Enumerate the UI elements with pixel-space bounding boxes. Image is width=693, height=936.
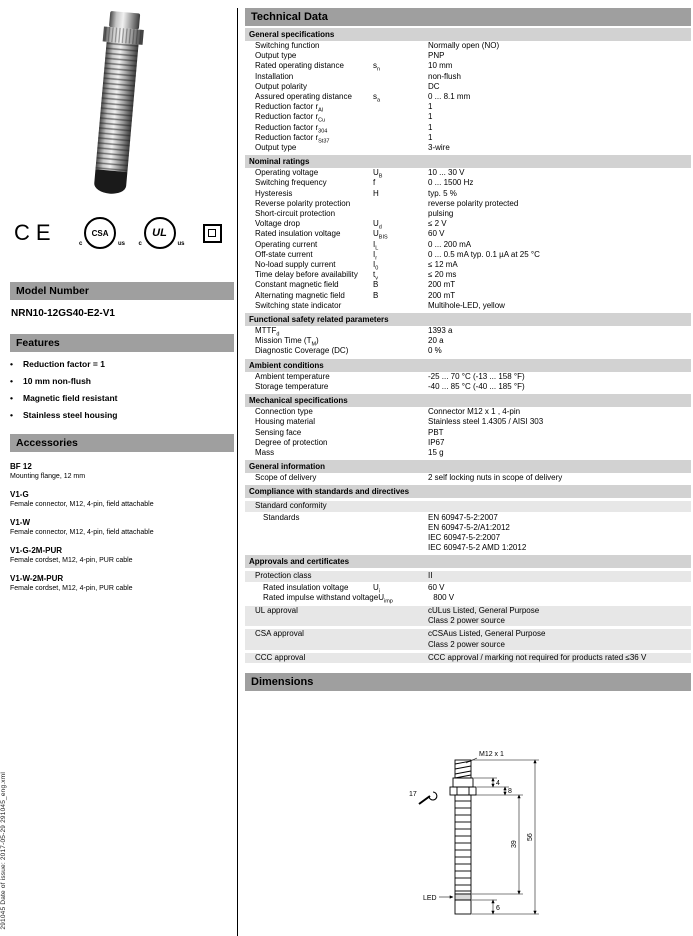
spec-value: 200 mT: [428, 280, 456, 290]
dim-39-label: 39: [511, 840, 518, 848]
spec-label: Standard conformity: [255, 501, 327, 511]
spec-row: [245, 123, 691, 133]
spec-value: Connector M12 x 1 , 4-pin: [428, 407, 521, 417]
right-column: [245, 8, 691, 936]
spec-value: non-flush: [428, 71, 461, 81]
product-photo: [10, 8, 226, 206]
spec-value: 60 V: [428, 229, 445, 239]
spec-row: [245, 133, 691, 143]
model-number: NRN10-12GS40-E2-V1: [11, 308, 115, 319]
csa-mark-label: CSA: [91, 228, 109, 238]
spec-value: reverse polarity protected: [428, 198, 519, 208]
spec-row: [245, 629, 691, 649]
spec-symbol: [373, 417, 428, 427]
spec-label: Off-state current: [255, 249, 313, 259]
spec-row: [245, 593, 691, 603]
spec-value: 0 ... 1500 Hz: [428, 178, 474, 188]
spec-symbol: [373, 123, 428, 133]
spec-row: [245, 583, 691, 593]
spec-symbol: [373, 209, 428, 219]
spec-symbol: [373, 382, 428, 392]
spec-row: [245, 501, 691, 511]
spec-label: Rated insulation voltage: [263, 582, 349, 592]
sensing-face-cap: [93, 169, 127, 195]
spec-row: [245, 250, 691, 260]
spec-value: -25 ... 70 °C (-13 ... 158 °F): [428, 371, 525, 381]
spec-value: pulsing: [428, 209, 454, 219]
spec-label: Reduction factor $r_{Al}$: [255, 102, 324, 114]
left-column: [10, 8, 234, 592]
spec-label: CSA approval: [255, 629, 304, 639]
spec-value: cULus Listed, General Purpose Class 2 power source: [428, 605, 540, 626]
dim-56-label: 56: [527, 833, 534, 841]
spec-value: DC: [428, 81, 440, 91]
spec-label: Reverse polarity protection: [255, 198, 351, 208]
spec-symbol: $U_i$: [373, 582, 381, 595]
technical-sections: [245, 28, 691, 663]
spec-row: [245, 178, 691, 188]
spec-row: [245, 270, 691, 280]
inner-square: [208, 229, 216, 237]
spec-row: [245, 438, 691, 448]
sensor-outline: [450, 760, 476, 914]
bullet-icon: •: [10, 376, 13, 386]
spec-row: [245, 219, 691, 229]
spec-value: Multihole-LED, yellow: [428, 300, 505, 310]
spec-row: [245, 260, 691, 270]
spec-row: [245, 92, 691, 102]
accessory-description: Mounting flange, 12 mm: [10, 473, 86, 480]
accessory-description: Female cordset, M12, 4-pin, PUR cable: [10, 585, 133, 592]
spec-row: [245, 291, 691, 301]
spec-value: EN 60947-5-2:2007 EN 60947-5-2/A1:2012 IEC 60947-5-2:2007 IEC 60947-5-2 AMD 1:2012: [428, 512, 527, 553]
spec-symbol: [373, 72, 428, 82]
spec-symbol: H: [373, 188, 379, 198]
spec-label: Standards: [263, 512, 300, 522]
dimension-drawing: [393, 746, 578, 936]
spec-label: Rated impulse withstand voltage: [263, 592, 379, 602]
spec-label: Sensing face: [255, 427, 302, 437]
spec-symbol: $U_d$: [373, 219, 382, 231]
spec-symbol: $I_r$: [373, 249, 378, 262]
spec-value: ≤ 20 ms: [428, 270, 457, 280]
spec-label: Time delay before availability: [255, 270, 358, 280]
spec-symbol: [373, 629, 428, 649]
spec-label: $MTTF_d$: [255, 326, 280, 338]
spec-value: -40 ... 85 °C (-40 ... 185 °F): [428, 381, 525, 391]
spec-value: ≤ 12 mA: [428, 260, 458, 270]
spec-row: [245, 280, 691, 290]
features-header: Features: [10, 334, 234, 352]
spec-symbol: [373, 428, 428, 438]
feature-item: [10, 376, 234, 386]
feature-label: 10 mm non-flush: [23, 376, 92, 386]
spec-symbol: [373, 102, 428, 112]
accessory-name: BF 12: [10, 462, 32, 471]
spec-value: ≤ 2 V: [428, 219, 447, 229]
accessory-name: V1-G-2M-PUR: [10, 546, 63, 555]
accessory-name: V1-G: [10, 490, 29, 499]
spec-label: Installation: [255, 71, 294, 81]
spec-label: Reduction factor $r_{St37}$: [255, 132, 330, 145]
spec-symbol: $I_L$: [373, 239, 379, 252]
spec-row: [245, 168, 691, 178]
ce-mark: CE: [14, 220, 57, 245]
accessories-header: Accessories: [10, 434, 234, 452]
spec-row: [245, 189, 691, 199]
spec-symbol: [373, 326, 428, 336]
spec-label: Short-circuit protection: [255, 209, 336, 219]
spec-value: 1393 a: [428, 326, 453, 336]
spec-row: [245, 382, 691, 392]
spec-symbol: [373, 133, 428, 143]
accessory-name: V1-W-2M-PUR: [10, 574, 64, 583]
spec-label: Switching function: [255, 41, 320, 50]
spec-symbol: $U_B$: [373, 168, 383, 180]
spec-value: 200 mT: [428, 290, 456, 300]
spec-value: typ. 5 %: [428, 188, 457, 198]
section-header: Nominal ratings: [245, 155, 691, 168]
certification-marks: [14, 212, 222, 254]
spec-symbol: [373, 199, 428, 209]
wrench-size-label: 17: [409, 790, 417, 798]
dim-6-label: 6: [496, 904, 500, 912]
section-header: Approvals and certificates: [245, 555, 691, 568]
spec-value: PBT: [428, 427, 444, 437]
spec-value: 15 g: [428, 447, 444, 457]
ul-c-label: c: [138, 241, 142, 247]
spec-value: PNP: [428, 51, 445, 61]
spec-value: 10 ... 30 V: [428, 168, 465, 178]
thread-size-label: M12 x 1: [479, 750, 504, 758]
spec-row: [245, 428, 691, 438]
spec-value: 3-wire: [428, 143, 450, 153]
accessory-description: Female connector, M12, 4-pin, field attachable: [10, 529, 154, 536]
spec-value: 10 mm: [428, 61, 453, 71]
spec-label: Alternating magnetic field: [255, 290, 345, 300]
spec-value: 1: [428, 102, 433, 112]
spec-symbol: [373, 513, 428, 554]
section-header: Ambient conditions: [245, 359, 691, 372]
spec-value: II: [428, 571, 433, 581]
spec-label: Rated insulation voltage: [255, 229, 341, 239]
spec-row: [245, 513, 691, 554]
spec-symbol: [373, 448, 428, 458]
bullet-icon: •: [10, 359, 13, 369]
spec-row: [245, 209, 691, 219]
section-header: General specifications: [245, 28, 691, 41]
vertical-footnote: 291045 Date of issue: 2017-05-29 291045_eng.xml: [0, 772, 7, 930]
ul-us-label: us: [177, 241, 185, 247]
spec-label: Storage temperature: [255, 381, 329, 391]
spec-symbol: $I_0$: [373, 260, 379, 272]
spec-row: [245, 199, 691, 209]
spec-row: [245, 653, 691, 663]
spec-row: [245, 143, 691, 153]
spec-label: UL approval: [255, 605, 298, 615]
spec-symbol: $U_{imp}$: [378, 592, 393, 605]
spec-value: 1: [428, 112, 433, 122]
spec-label: CCC approval: [255, 652, 306, 662]
feature-item: [10, 359, 234, 369]
spec-label: Mission Time $(T_M)$: [255, 336, 319, 348]
spec-label: Scope of delivery: [255, 473, 317, 483]
accessory-description: Female connector, M12, 4-pin, field attachable: [10, 501, 154, 508]
spec-value: Stainless steel 1.4305 / AISI 303: [428, 417, 544, 427]
spec-symbol: [373, 653, 428, 663]
spec-row: [245, 61, 691, 71]
spec-symbol: [373, 336, 428, 346]
spec-value: 0 ... 8.1 mm: [428, 92, 471, 102]
spec-label: Diagnostic Coverage (DC): [255, 346, 349, 356]
spec-label: Housing material: [255, 417, 316, 427]
spec-symbol: [373, 438, 428, 448]
spec-symbol: [373, 301, 428, 311]
spec-label: Switching state indicator: [255, 300, 342, 310]
bullet-icon: •: [10, 410, 13, 420]
spec-row: [245, 51, 691, 61]
ul-mark-label: UL: [152, 227, 167, 239]
dim-4-label: 4: [496, 779, 500, 787]
spec-row: [245, 82, 691, 92]
spec-label: Protection class: [255, 571, 312, 581]
spec-label: Voltage drop: [255, 219, 300, 229]
spec-value: 800 V: [433, 592, 455, 602]
spec-label: Output type: [255, 51, 297, 61]
led-label: LED: [423, 894, 437, 902]
spec-value: [428, 501, 691, 511]
spec-value: 0 ... 0.5 mA typ. 0.1 µA at 25 °C: [428, 249, 540, 259]
spec-label: Operating voltage: [255, 168, 319, 178]
spec-symbol: B: [373, 280, 379, 290]
spec-label: Connection type: [255, 407, 313, 417]
spec-symbol: $s_a$: [373, 92, 381, 104]
spec-value: Normally open (NO): [428, 41, 500, 50]
spec-row: [245, 606, 691, 626]
spec-label: No-load supply current: [255, 260, 336, 270]
column-divider: [237, 8, 238, 936]
spec-row: [245, 346, 691, 356]
csa-c-label: c: [79, 241, 83, 247]
spec-symbol: $t_v$: [373, 270, 378, 282]
spec-symbol: [373, 473, 428, 483]
spec-value: 0 ... 200 mA: [428, 239, 472, 249]
spec-row: [245, 448, 691, 458]
spec-row: [245, 102, 691, 112]
csa-mark: [79, 217, 126, 249]
features-list: [10, 359, 234, 420]
section-header: Mechanical specifications: [245, 394, 691, 407]
model-number-header: Model Number: [10, 282, 234, 300]
section-header: General information: [245, 460, 691, 473]
spec-row: [245, 473, 691, 483]
spec-row: [245, 72, 691, 82]
spec-label: Output type: [255, 143, 297, 153]
spec-value: 0 %: [428, 346, 442, 356]
accessories-list: [10, 462, 234, 592]
spec-symbol: $U_{BIS}$: [373, 229, 388, 242]
spec-row: [245, 407, 691, 417]
spec-symbol: [373, 571, 428, 581]
section-header: Functional safety related parameters: [245, 313, 691, 326]
feature-item: [10, 410, 234, 420]
spec-row: [245, 417, 691, 427]
spec-value: 60 V: [428, 582, 445, 592]
spec-symbol: [373, 112, 428, 122]
section-header: Compliance with standards and directives: [245, 485, 691, 498]
spec-label: Output polarity: [255, 81, 308, 91]
spec-row: [245, 112, 691, 125]
dimension-drawing-graphic: [393, 746, 578, 931]
insulation-class2-icon: [203, 224, 222, 243]
spec-symbol: [373, 143, 428, 153]
accessory-description: Female cordset, M12, 4-pin, PUR cable: [10, 557, 133, 564]
spec-label: Rated operating distance: [255, 61, 344, 71]
technical-data-header: Technical Data: [245, 8, 691, 26]
dim-8-label: 8: [508, 787, 512, 795]
spec-label: Mass: [255, 447, 275, 457]
spec-label: Operating current: [255, 239, 318, 249]
spec-label: Assured operating distance: [255, 92, 352, 102]
bullet-icon: •: [10, 393, 13, 403]
dimensions-header: Dimensions: [245, 673, 691, 691]
accessory-name: V1-W: [10, 518, 30, 527]
spec-label: Constant magnetic field: [255, 280, 339, 290]
spec-row: [245, 229, 691, 242]
spec-value: cCSAus Listed, General Purpose Class 2 power source: [428, 629, 546, 649]
spec-symbol: B: [373, 290, 379, 300]
spec-row: [245, 372, 691, 382]
spec-symbol: [373, 501, 428, 511]
feature-label: Stainless steel housing: [23, 410, 118, 420]
spec-value: CCC approval / marking not required for products rated ≤36 V: [428, 652, 647, 662]
feature-item: [10, 393, 234, 403]
dimension-lines: [439, 758, 539, 914]
spec-row: [245, 240, 691, 250]
spec-row: [245, 571, 691, 581]
spec-symbol: [373, 372, 428, 382]
spec-value: 1: [428, 122, 433, 132]
spec-symbol: [373, 346, 428, 356]
spec-row: [245, 326, 691, 336]
spec-label: Ambient temperature: [255, 371, 330, 381]
csa-us-label: us: [118, 241, 126, 247]
spec-value: 1: [428, 132, 433, 142]
connector-pin-end: [109, 11, 140, 30]
spec-label: Switching frequency: [255, 178, 327, 188]
spec-row: [245, 41, 691, 51]
spec-row: [245, 301, 691, 311]
spec-symbol: [373, 82, 428, 92]
ul-mark: [138, 217, 185, 249]
feature-label: Reduction factor = 1: [23, 359, 105, 369]
spec-label: Reduction factor $r_{304}$: [255, 122, 328, 135]
spec-label: Hysteresis: [255, 188, 293, 198]
sensor-photo-graphic: [10, 8, 226, 206]
spec-symbol: [373, 51, 428, 61]
wrench-icon: [419, 792, 437, 804]
spec-symbol: f: [373, 178, 376, 188]
spec-symbol: [373, 41, 428, 51]
spec-label: Reduction factor $r_{Cu}$: [255, 112, 326, 125]
spec-value: 2 self locking nuts in scope of delivery: [428, 473, 563, 483]
spec-symbol: [373, 606, 428, 626]
spec-symbol: [373, 407, 428, 417]
spec-value: 20 a: [428, 336, 444, 346]
spec-row: [245, 336, 691, 346]
spec-symbol: $s_n$: [373, 61, 381, 73]
feature-label: Magnetic field resistant: [23, 393, 118, 403]
spec-label: Degree of protection: [255, 437, 328, 447]
spec-value: IP67: [428, 437, 445, 447]
